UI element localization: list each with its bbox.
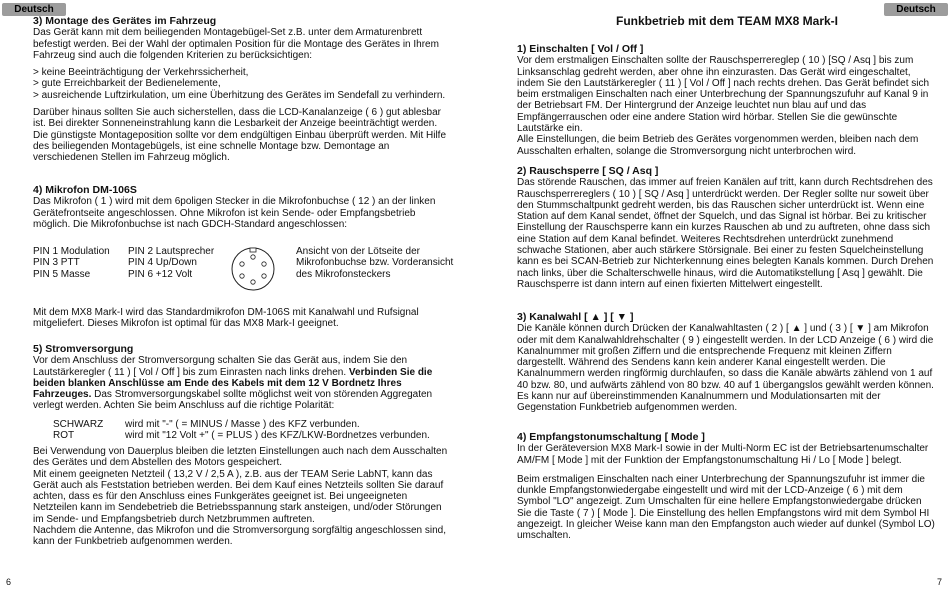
wire-description: wird mit "12 Volt +" ( = PLUS ) des KFZ/LKW-Bordnetzes verbunden. [125, 430, 430, 441]
page-heading: Funkbetrieb mit dem TEAM MX8 Mark-I [615, 14, 839, 28]
section-tone-mode [517, 432, 937, 542]
section-power-details [33, 446, 453, 548]
language-tab: Deutsch [884, 3, 948, 16]
section-title: 3) Kanalwahl [ ▲ ] [ ▼ ] [517, 311, 634, 323]
section-channel-select [517, 312, 937, 414]
bullet-item: > gute Erreichbarkeit der Bedienelemente, [33, 78, 221, 90]
section-title: 4) Mikrofon DM-106S [33, 184, 137, 196]
paragraph: Das Gerät kann mit dem beiliegenden Montagebügel-Set z.B. unter dem Armaturenbrett befestigt werden. Bei der Wahl der optimalen Position für die Montage des Gerätes in Ihrem Fahrzeug sind auch die folgenden Kriterien zu berücksichtigen: [33, 27, 439, 61]
section-title: 2) Rauschsperre [ SQ / Asq ] [517, 165, 659, 177]
section-microphone-note [33, 307, 453, 330]
section-title: 5) Stromversorgung [33, 343, 134, 355]
paragraph: Das Mikrofon ( 1 ) wird mit dem 6poligen Stecker in die Mikrofonbuchse ( 12 ) an der linken Gerätefrontseite angeschlossen. Ohne Mikrofon ist kein Sende- oder Empfangsbetrieb möglich. Die Mikrofonbuchse ist nach GDCH-Standard angeschlossen: [33, 196, 436, 230]
paragraph: Mit einem geeigneten Netzteil ( 13,2 V / 2,5 A ), z.B. aus der TEAM Serie LabNT, kann das Gerät auch als Feststation betrieben werden. Bei dem Kauf eines Netzteils sollten Sie darauf achten, dass es für den Anschluss eines Funkgerätes geeignet ist. Bei ungeeigneten Netzteilen kann im Sendebetrieb die Betriebsspannung stark ansteigen, und/oder Störungen im Sende- und Empfangsbetrieb durch Netzbrummen auftreten. [33, 468, 444, 525]
paragraph: Vor dem erstmaligen Einschalten sollte der Rauschsperrereglер ( 10 ) [SQ / Asq ] bis zum Linksanschlag gedreht werden, aber ohne ihn einzurasten. Das Gerät wird eingeschaltet, indem Sie den Lautstärkeregler ( 11 ) [ Vol / Off ] nach rechts drehen. Das Gerät befindet sich beim erstmaligen Einschalten nach einer Unterbrechung der Spannungszufuhr auf Kanal 9 in der Betriebsart FM. Der Hintergrund der Anzeige leuchtet nun blau auf und das Empfängerrauschen oder eine andere Station wird hörbar. Stellen Sie die gewünschte Lautstärke ein. [517, 55, 930, 135]
section-microphone [33, 185, 453, 230]
pin-view-note: Ansicht von der Lötseite der Mikrofonbuchse bzw. Vorderansicht des Mikrofonsteckers [296, 246, 454, 280]
pin-list-right [128, 246, 228, 280]
section-title: 3) Montage des Gerätes im Fahrzeug [33, 15, 217, 27]
pin-label: PIN 2 Lautsprecher [128, 246, 215, 257]
language-tab: Deutsch [2, 3, 66, 16]
section-power [33, 344, 453, 412]
paragraph: Bei Verwendung von Dauerplus bleiben die letzten Einstellungen auch nach dem Ausschalten des Gerätes und dem Abstellen des Motors gespeichert. [33, 446, 448, 469]
paragraph: Mit dem MX8 Mark-I wird das Standardmikrofon DM-106S mit Kanalwahl und Rufsignal mitgeliefert. Dieses Mikrofon ist optimal für das MX8 Mark-I geeignet. [33, 307, 419, 330]
paragraph: Das störende Rauschen, das immer auf freien Kanälen auf tritt, kann durch Rechtsdrehen des Rauschsperrereglers ( 10 ) [ SQ / Asq ] unterdrückt werden. Der Regler sollte nur soweit über den Stummschaltpunkt gedreht werden, bis das Rauschen sicher unterdrückt ist. Wenn eine Station auf dem Kanal sendet, öffnet der Squelch, und das Signal ist hörbar. Bei zu kritischer Einstellung der Rauschsperre kann ein kurzes Rauschen ab und zu auftreten, ohne dass sich eine Station auf dem Kanal befindet. Weiteres Rechtsdrehen unterdrückt zunehmend schwache Stationen, aber auch stärkere Störsignale. Bei einer zu festen Squelcheinstellung kann es bei SCAN-Betrieb zur Nichterkennung eines belegten Kanals kommen. Durch Drehen nach links, über die Schalterschwelle hinaus, wird die Automatikstellung [ Asq ] gewählt. Die Rauschsperre ist dann intern auf einen fixierten Mittelwert eingestellt. [517, 177, 934, 290]
pin-list-left [33, 246, 128, 280]
paragraph [33, 355, 453, 411]
section-power-on [517, 44, 937, 157]
pin-assignment [33, 246, 453, 296]
section-title: 1) Einschalten [ Vol / Off ] [517, 43, 644, 55]
wire-black [53, 419, 453, 430]
pin-label: PIN 1 Modulation [33, 246, 110, 257]
wire-red [53, 430, 453, 441]
section-mounting [33, 16, 453, 164]
paragraph: Beim erstmaligen Einschalten nach einer Unterbrechung der Spannungszufuhr ist immer die dunkle Empfangstonwiedergabe eingestellt und wird mit der LCD-Anzeige ( 6 ) mit dem Symbol "LO" angezeigt. Zum Umschalten für eine hellere Empfangstonwiedergabe drücken Sie die Taste ( 7 ) [ Mode ]. Die Einstellung des hellen Empfangstons wird mit dem Symbol HI angezeigt. In gleicher Weise kann man den Empfangston auch wieder auf dunkel (Symbol LO) umschalten. [517, 473, 935, 542]
paragraph: In der Geräteversion MX8 Mark-I sowie in der Multi-Norm EC ist der Betriebsartenumschalter AM/FM [ Mode ] mit der Funktion der Empfangstonumschaltung Hi / Lo [ Mode ] belegt. [517, 443, 929, 466]
section-title: 4) Empfangstonumschaltung [ Mode ] [517, 431, 705, 443]
bullet-item: > keine Beeinträchtigung der Verkehrssicherheit, [33, 67, 249, 79]
paragraph: Nachdem die Antenne, das Mikrofon und die Stromversorgung sorgfältig angeschlossen sind, kann der Funkbetrieb aufgenommen werden. [33, 525, 447, 548]
power-polarity-note: Das Stromversorgungskabel sollte möglichst weit von störenden Aggregaten verlegt werden. Achten Sie beim Anschluss auf die richtige Polarität: [33, 389, 433, 412]
pin-label: PIN 5 Masse [33, 268, 91, 280]
wire-color-label: ROT [53, 430, 75, 441]
bullet-item: > ausreichende Luftzirkulation, um eine Überhitzung des Gerätes im Sendefall zu verhindern. [33, 89, 446, 101]
page-heading-block [517, 16, 937, 27]
page-number: 7 [936, 576, 942, 587]
paragraph: Alle Einstellungen, die beim Betrieb des Gerätes vorgenommen werden, bleiben nach dem Ausschalten erhalten, solange die Stromversorgung nicht unterbrochen wird. [517, 134, 919, 157]
section-squelch [517, 166, 937, 290]
power-intro: Vor dem Anschluss der Stromversorgung schalten Sie das Gerät aus, indem Sie den Lautstärkeregler ( 11 ) [ Vol / Off ] bis zum Einrasten nach links drehen. [33, 355, 408, 378]
pin-label: PIN 4 Up/Down [128, 257, 197, 269]
wire-description: wird mit "-" ( = MINUS / Masse ) des KFZ verbunden. [125, 419, 360, 430]
pin-label: PIN 6 +12 Volt [128, 268, 193, 280]
power-warning: Verbinden Sie die beiden blanken Anschlüsse am Ende des Kabels mit dem 12 V Bordnetz Ihres Fahrzeuges. [33, 366, 433, 401]
paragraph: Darüber hinaus sollten Sie auch sicherstellen, dass die LCD-Kanalanzeige ( 6 ) gut ablesbar ist. Bei direkter Sonneneinstrahlung kann die Lesbarkeit der Anzeige beeinträchtigt werden. Die günstigste Montageposition sollte vor dem endgültigen Einbau überprüft werden. Mit Hilfe des beiliegenden Montagebügels, ist eine schnelle Montage bzw. Demontage an verschiedenen Stellen im Fahrzeug möglich. [33, 107, 447, 164]
wire-color-label: SCHWARZ [53, 419, 104, 430]
paragraph: Die Kanäle können durch Drücken der Kanalwahltasten ( 2 ) [ ▲ ] und ( 3 ) [ ▼ ] am Mikrofon oder mit dem Kanalwahldrehschalter ( 9 ) eingestellt werden. In der LCD Anzeige ( 6 ) wird die Kanalnummer mit großen Ziffern und die entsprechende Frequenz mit kleinen Ziffern dargestellt. Während des Sendens kann kein anderer Kanal eingestellt werden. Die Kanalnummern werden ringförmig durchlaufen, so dass die Kanäle abwärts zählend von 1 auf 40 bzw. 80, und aufwärts zählend von 80 bzw. 40 auf 1 übergangslos gewählt werden können. Es kann nur auf übereinstimmenden Kanalnummern und Modulationsarten mit der Gegenstation Funkbetrieb aufgenommen werden. [517, 323, 934, 414]
connector-diagram [230, 246, 276, 292]
page-number: 6 [6, 576, 12, 587]
pin-label: PIN 3 PTT [33, 257, 80, 269]
